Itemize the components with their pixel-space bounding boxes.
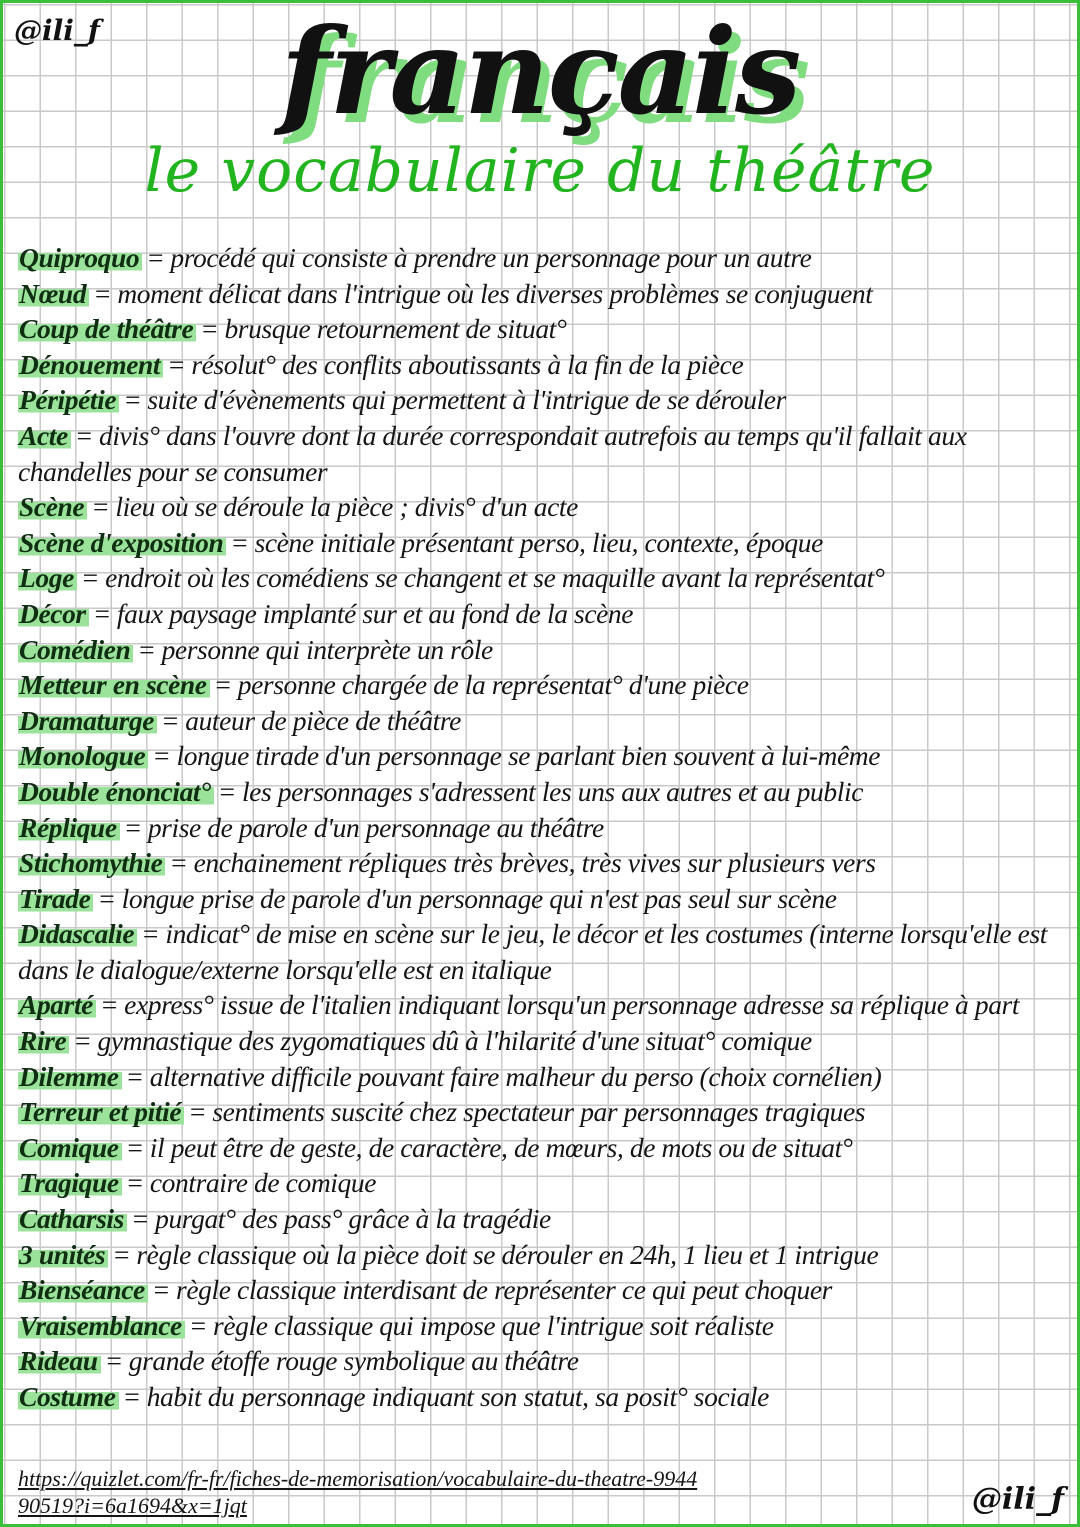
equals-sign: =: [152, 740, 171, 772]
glossary-definition: règle classique interdisant de représenter ce qui peut choquer: [176, 1274, 832, 1306]
source-link[interactable]: https://quizlet.com/fr-fr/fiches-de-memorisation/vocabulaire-du-theatre-994490519?i=6a1694&x=1jqt: [18, 1466, 698, 1518]
glossary-term: Acte: [18, 420, 71, 451]
glossary-definition: divis° dans l'ouvre dont la durée correspondait autrefois au temps qu'il fallait aux chandelles pour se consumer: [18, 419, 967, 487]
glossary-term: Rire: [18, 1025, 69, 1056]
equals-sign: =: [125, 1131, 144, 1163]
glossary-entry: [18, 1165, 1068, 1201]
glossary-term: Bienséance: [18, 1274, 148, 1305]
equals-sign: =: [123, 811, 142, 843]
glossary-entry: [18, 632, 1068, 668]
glossary-term: Dénouement: [18, 349, 163, 380]
equals-sign: =: [97, 882, 116, 914]
equals-sign: =: [167, 348, 186, 380]
glossary-definition: grande étoffe rouge symbolique au théâtre: [128, 1345, 579, 1377]
glossary-entry: [18, 311, 1068, 347]
glossary-entry: [18, 489, 1068, 525]
equals-sign: =: [123, 384, 142, 416]
equals-sign: =: [161, 704, 180, 736]
glossary-definition: lieu où se déroule la pièce ; divis° d'un acte: [115, 491, 578, 523]
glossary-term: Vraisemblance: [18, 1310, 185, 1341]
glossary-term: Comédien: [18, 634, 133, 665]
glossary-definition: personne chargée de la représentat° d'une pièce: [237, 669, 749, 701]
glossary-definition: indicat° de mise en scène sur le jeu, le décor et les costumes (interne lorsqu'elle est dans le dialogue/externe lorsqu'elle est en italique: [18, 918, 1048, 985]
equals-sign: =: [104, 1345, 123, 1377]
equals-sign: =: [73, 1025, 92, 1057]
equals-sign: =: [213, 669, 232, 701]
equals-sign: =: [125, 1167, 144, 1199]
glossary-term: 3 unités: [18, 1239, 108, 1270]
glossary-entry: [18, 1094, 1068, 1130]
glossary-term: Didascalie: [18, 918, 137, 949]
author-handle-bottom: @ili_f: [971, 1482, 1064, 1517]
equals-sign: =: [217, 775, 236, 807]
glossary-definition: procédé qui consiste à prendre un personnage pour un autre: [170, 242, 812, 273]
glossary-definition: contraire de comique: [149, 1167, 377, 1199]
glossary-definition: alternative difficile pouvant faire malheur du perso (choix cornélien): [149, 1060, 882, 1092]
glossary-entry: [18, 596, 1068, 632]
equals-sign: =: [130, 1203, 150, 1235]
glossary-term: Terreur et pitié: [18, 1096, 184, 1127]
glossary-entry: [18, 667, 1068, 703]
glossary-entry: [18, 738, 1068, 774]
glossary-term: Scène: [18, 491, 87, 522]
glossary-entry: [18, 276, 1068, 312]
equals-sign: =: [125, 1060, 144, 1092]
title-area: [0, 2, 1080, 141]
glossary-definition: prise de parole d'un personnage au théâtre: [147, 811, 604, 843]
equals-sign: =: [80, 562, 100, 594]
glossary-definition: les personnages s'adressent les uns aux autres et au public: [241, 775, 864, 807]
glossary-term: Nœud: [18, 278, 89, 309]
glossary-definition: gymnastique des zygomatiques dû à l'hilarité d'une situat° comique: [97, 1025, 812, 1057]
glossary-entry: [18, 1023, 1068, 1059]
glossary-entry: [18, 347, 1068, 383]
glossary-entry: [18, 1201, 1068, 1237]
glossary-term: Tragique: [18, 1167, 122, 1198]
glossary-entry: [18, 1272, 1068, 1308]
glossary-term: Stichomythie: [18, 847, 165, 878]
equals-sign: =: [141, 918, 160, 950]
equals-sign: =: [230, 526, 249, 558]
glossary-term: Rideau: [18, 1345, 101, 1376]
glossary-entry: [18, 810, 1068, 846]
equals-sign: =: [137, 633, 156, 665]
glossary-term: Catharsis: [18, 1203, 127, 1234]
glossary-entry: [18, 240, 1068, 276]
glossary-entry: [18, 525, 1068, 561]
glossary-definition: il peut être de geste, de caractère, de mœurs, de mots ou de situat°: [149, 1131, 853, 1163]
glossary-entry: [18, 987, 1068, 1023]
glossary-list: [18, 240, 1068, 1415]
glossary-definition: résolut° des conflits aboutissants à la fin de la pièce: [191, 348, 744, 380]
glossary-definition: endroit où les comédiens se changent et se maquille avant la représentat°: [105, 562, 885, 594]
glossary-definition: enchainement répliques très brèves, très vives sur plusieurs vers: [193, 847, 876, 879]
glossary-entry: [18, 774, 1068, 810]
glossary-term: Coup de théâtre: [18, 313, 196, 344]
equals-sign: =: [122, 1381, 141, 1412]
glossary-term: Réplique: [18, 812, 120, 843]
glossary-entry: [18, 382, 1068, 418]
glossary-definition: suite d'évènements qui permettent à l'intrigue de se dérouler: [147, 384, 786, 416]
glossary-definition: règle classique qui impose que l'intrigue soit réaliste: [213, 1309, 774, 1341]
glossary-entry: [18, 560, 1068, 596]
glossary-term: Loge: [18, 562, 77, 593]
glossary-definition: purgat° des pass° grâce à la tragédie: [155, 1203, 551, 1235]
equals-sign: =: [188, 1096, 207, 1128]
page-subtitle: le vocabulaire du théâtre: [144, 136, 936, 206]
glossary-term: Scène d'exposition: [18, 527, 226, 558]
equals-sign: =: [200, 313, 219, 345]
author-handle-top: @ili_f: [14, 14, 100, 47]
equals-sign: =: [146, 242, 165, 273]
glossary-term: Dilemme: [18, 1061, 122, 1092]
equals-sign: =: [188, 1309, 208, 1341]
subtitle-area: [0, 135, 1080, 207]
glossary-definition: scène initiale présentant perso, lieu, contexte, époque: [254, 526, 823, 558]
glossary-definition: longue tirade d'un personnage se parlant bien souvent à lui-même: [176, 740, 881, 772]
glossary-term: Tirade: [18, 883, 93, 914]
equals-sign: =: [92, 597, 111, 629]
glossary-entry: [18, 418, 1068, 489]
glossary-term: Décor: [18, 598, 89, 629]
equals-sign: =: [74, 419, 93, 451]
glossary-term: Monologue: [18, 740, 148, 771]
glossary-entry: [18, 1379, 1068, 1415]
glossary-definition: express° issue de l'italien indiquant lorsqu'un personnage adresse sa réplique à part: [124, 989, 1020, 1021]
glossary-entry: [18, 1343, 1068, 1379]
glossary-term: Dramaturge: [18, 705, 157, 736]
glossary-definition: auteur de pièce de théâtre: [185, 704, 461, 736]
glossary-term: Comique: [18, 1132, 122, 1163]
equals-sign: =: [91, 491, 110, 523]
glossary-term: Double énonciat°: [18, 776, 214, 807]
equals-sign: =: [112, 1238, 131, 1270]
glossary-entry: [18, 1237, 1068, 1273]
glossary-term: Aparté: [18, 989, 96, 1020]
glossary-entry: [18, 881, 1068, 917]
glossary-entry: [18, 1059, 1068, 1095]
glossary-entry: [18, 1308, 1068, 1344]
glossary-term: Costume: [18, 1381, 119, 1412]
glossary-term: Metteur en scène: [18, 669, 210, 700]
glossary-entry: [18, 1130, 1068, 1166]
glossary-definition: habit du personnage indiquant son statut, sa posit° sociale: [146, 1381, 769, 1412]
glossary-definition: personne qui interprète un rôle: [161, 633, 493, 665]
glossary-definition: règle classique où la pièce doit se dérouler en 24h, 1 lieu et 1 intrigue: [136, 1238, 879, 1270]
equals-sign: =: [169, 847, 188, 879]
equals-sign: =: [151, 1274, 171, 1306]
page-title: français: [280, 2, 800, 141]
glossary-term: Péripétie: [18, 384, 119, 415]
glossary-definition: longue prise de parole d'un personnage qui n'est pas seul sur scène: [121, 882, 837, 914]
glossary-definition: brusque retournement de situat°: [224, 313, 567, 345]
equals-sign: =: [93, 277, 112, 309]
glossary-definition: faux paysage implanté sur et au fond de la scène: [116, 597, 634, 629]
glossary-entry: [18, 703, 1068, 739]
glossary-definition: sentiments suscité chez spectateur par personnages tragiques: [212, 1096, 866, 1128]
glossary-term: Quiproquo: [18, 242, 142, 273]
glossary-entry: [18, 916, 1068, 987]
equals-sign: =: [100, 989, 119, 1021]
glossary-definition: moment délicat dans l'intrigue où les diverses problèmes se conjuguent: [117, 277, 873, 309]
glossary-entry: [18, 845, 1068, 881]
